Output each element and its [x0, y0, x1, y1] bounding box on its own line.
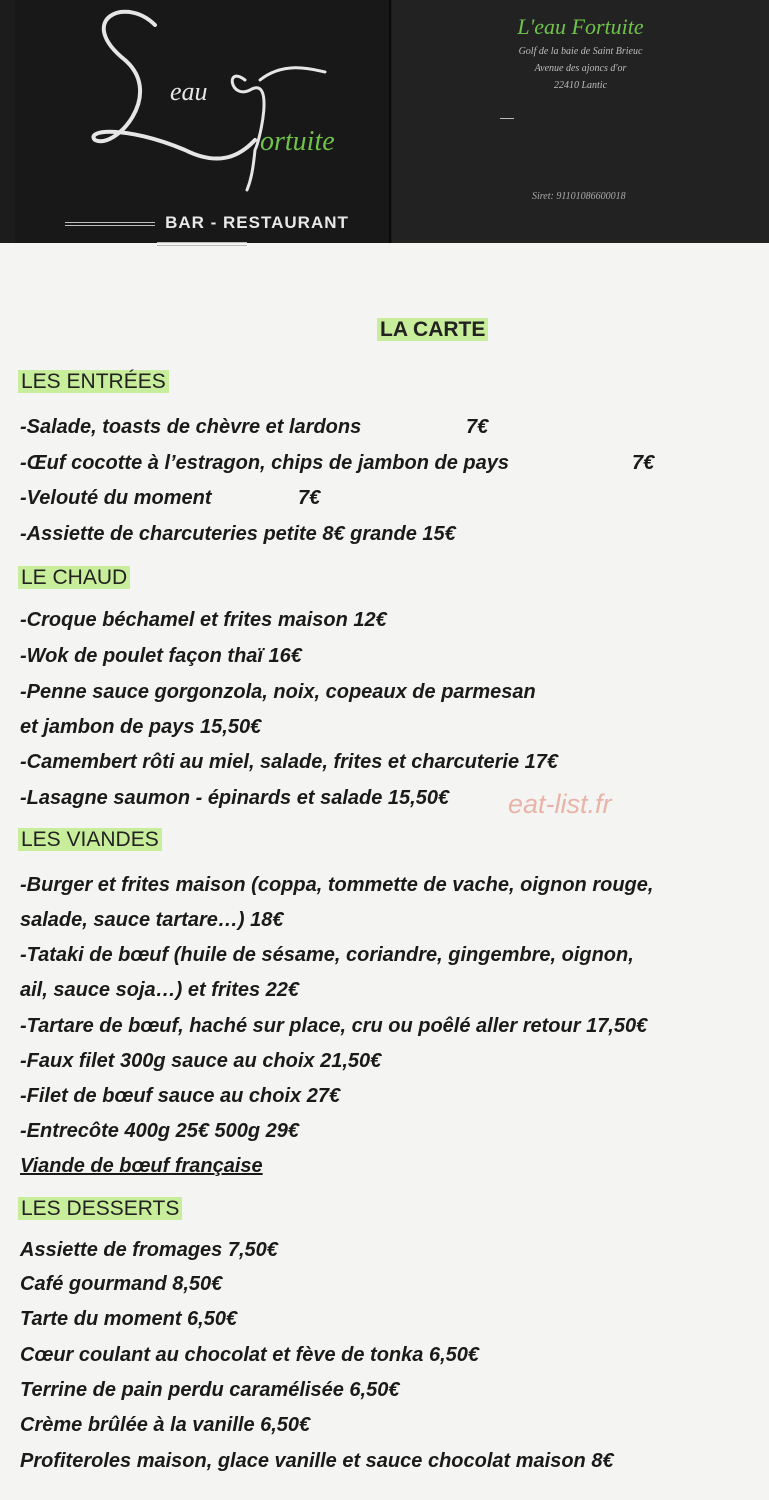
menu-item: -Lasagne saumon - épinards et salade 15,50€ [20, 787, 450, 809]
menu-item-continued: et jambon de pays 15,50€ [20, 716, 262, 738]
address-line-1: Golf de la baie de Saint Brieuc [518, 46, 643, 57]
address-card [392, 0, 769, 243]
address-line-3: 22410 Lantic [553, 80, 608, 91]
menu-item: Crème brûlée à la vanille 6,50€ [20, 1414, 311, 1436]
divider [500, 118, 514, 119]
logo-eau-text: eau [170, 77, 208, 106]
section-heading-viandes: LES VIANDES [18, 828, 162, 852]
menu-item: -Wok de poulet façon thaï 16€ [20, 645, 302, 667]
menu-item: -Tataki de bœuf (huile de sésame, coriandre, gingembre, oignon, [20, 944, 634, 966]
menu-item: -Penne sauce gorgonzola, noix, copeaux de parmesan [20, 681, 536, 703]
menu-item-price: 7€ [298, 487, 321, 509]
menu-item-price: 7€ [632, 452, 655, 474]
meat-origin-note: Viande de bœuf française [20, 1155, 263, 1177]
menu-item: Profiteroles maison, glace vanille et sauce chocolat maison 8€ [20, 1450, 614, 1472]
menu-item: -Faux filet 300g sauce au choix 21,50€ [20, 1050, 382, 1072]
menu-item: -Tartare de bœuf, haché sur place, cru ou poêlé aller retour 17,50€ [20, 1015, 648, 1037]
business-card-header [0, 0, 769, 243]
section-heading-entrees: LES ENTRÉES [18, 370, 169, 394]
section-heading-chaud: LE CHAUD [18, 566, 130, 590]
address-line-2: Avenue des ajoncs d'or [534, 63, 627, 74]
logo-subtitle: BAR - RESTAURANT [15, 213, 389, 253]
menu-item: -Œuf cocotte à l’estragon, chips de jambon de pays [20, 452, 509, 474]
menu-item: -Velouté du moment [20, 487, 212, 509]
siret-number: Siret: 91101086600018 [532, 191, 626, 202]
menu-title: LA CARTE [377, 318, 488, 342]
menu-item: Assiette de fromages 7,50€ [20, 1239, 278, 1261]
business-name: L'eau Fortuite [517, 14, 644, 39]
menu-item: -Burger et frites maison (coppa, tommette de vache, oignon rouge, [20, 874, 654, 896]
menu-item: -Croque béchamel et frites maison 12€ [20, 609, 387, 631]
menu-item-price: 7€ [466, 416, 489, 438]
menu-item: -Salade, toasts de chèvre et lardons [20, 416, 362, 438]
watermark: eat-list.fr [508, 789, 612, 819]
menu-item: Cœur coulant au chocolat et fève de tonka 6,50€ [20, 1344, 480, 1366]
menu-item: Tarte du moment 6,50€ [20, 1308, 238, 1330]
logo-fortuite-text: ortuite [260, 126, 335, 157]
menu-item: Café gourmand 8,50€ [20, 1273, 223, 1295]
menu-item: Terrine de pain perdu caramélisée 6,50€ [20, 1379, 400, 1401]
section-heading-desserts: LES DESSERTS [18, 1197, 182, 1221]
menu-item: -Filet de bœuf sauce au choix 27€ [20, 1085, 341, 1107]
menu-item: -Entrecôte 400g 25€ 500g 29€ [20, 1120, 300, 1142]
menu-item: -Assiette de charcuteries petite 8€ grande 15€ [20, 523, 456, 545]
logo-card [15, 0, 391, 243]
menu-item: -Camembert rôti au miel, salade, frites et charcuterie 17€ [20, 751, 558, 773]
menu-item-continued: ail, sauce soja…) et frites 22€ [20, 979, 300, 1001]
menu-item-continued: salade, sauce tartare…) 18€ [20, 909, 284, 931]
